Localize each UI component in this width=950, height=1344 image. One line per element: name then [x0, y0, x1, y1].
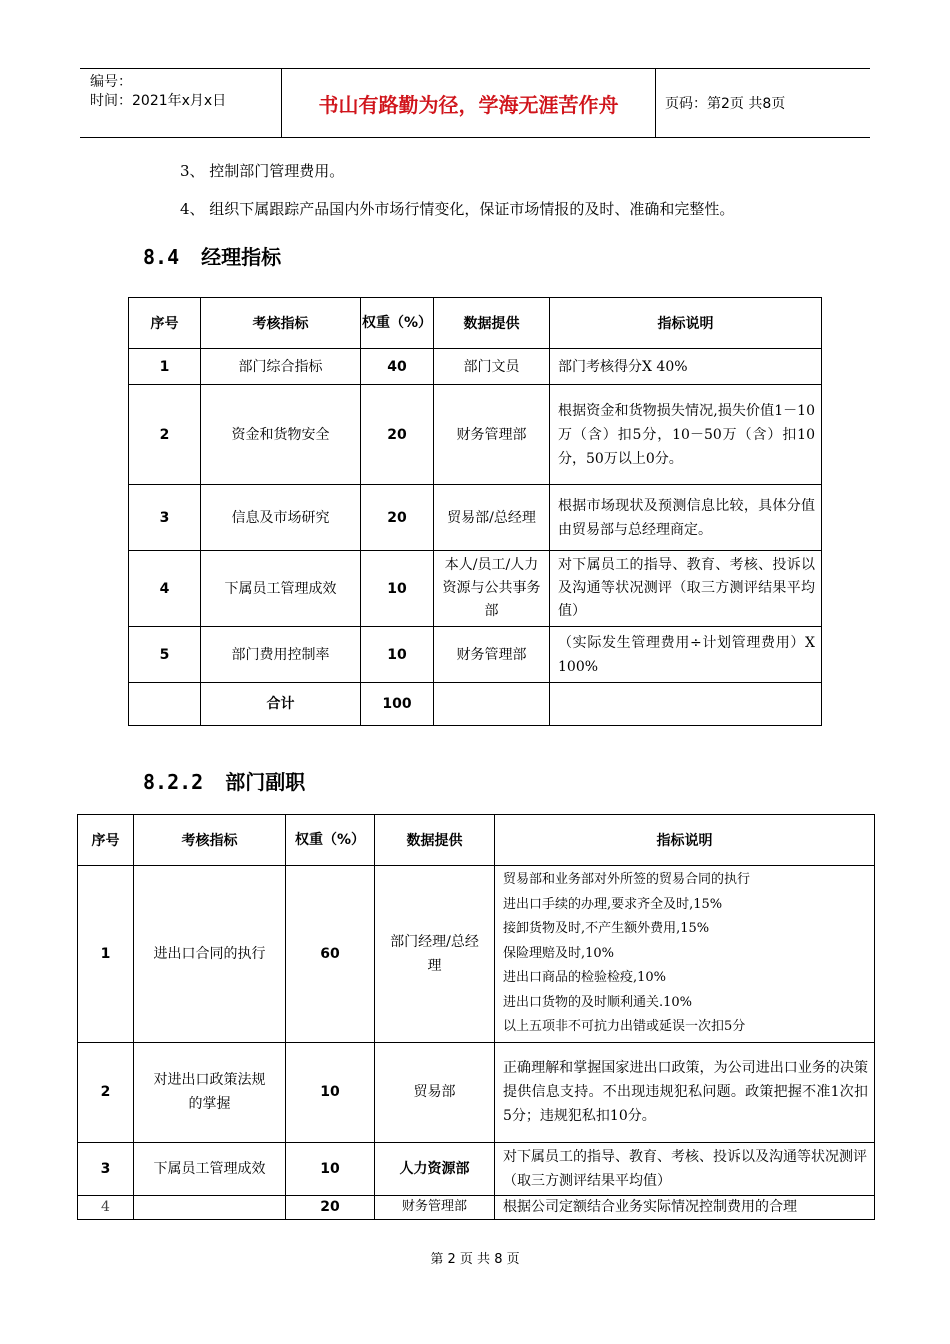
col-header: 序号: [129, 298, 201, 349]
table-header-row: [129, 298, 822, 349]
row-indicator: 进出口合同的执行: [134, 866, 286, 1043]
row-indicator: 信息及市场研究: [201, 485, 361, 551]
section-number: 8.2.2: [143, 770, 204, 794]
row-provider: 部门文员: [434, 349, 550, 385]
row-weight: 10: [286, 1042, 375, 1142]
row-provider: 贸易部/总经理: [434, 485, 550, 551]
row-indicator: 下属员工管理成效: [134, 1142, 286, 1195]
row-number: 4: [78, 1195, 134, 1219]
total-weight: 100: [361, 683, 434, 726]
total-label: 合计: [201, 683, 361, 726]
row-number: 3: [78, 1142, 134, 1195]
header-motto: 书山有路勤为径，学海无涯苦作舟: [282, 69, 656, 137]
table-header-row: [78, 815, 875, 866]
empty-cell: [129, 683, 201, 726]
col-header: 考核指标: [201, 298, 361, 349]
desc-line: 进出口手续的办理,要求齐全及时,15%: [503, 896, 723, 912]
row-indicator: 对进出口政策法规的掌握: [134, 1042, 286, 1142]
row-weight: 20: [286, 1195, 375, 1219]
row-description: [495, 866, 875, 1043]
table-row: [129, 485, 822, 551]
table-row: [78, 866, 875, 1043]
col-header: 数据提供: [375, 815, 495, 866]
col-header: 权重（%）: [286, 815, 375, 866]
row-indicator: [134, 1195, 286, 1219]
row-provider: 贸易部: [375, 1042, 495, 1142]
table-row: [129, 627, 822, 683]
section-number: 8.4: [143, 245, 180, 269]
table-row: [129, 385, 822, 485]
row-weight: 10: [361, 627, 434, 683]
row-indicator: 部门费用控制率: [201, 627, 361, 683]
row-number: 3: [129, 485, 201, 551]
intro-item-3: 3、 控制部门管理费用。: [180, 162, 345, 180]
row-weight: 60: [286, 866, 375, 1043]
table-row: [78, 1042, 875, 1142]
row-number: 2: [78, 1042, 134, 1142]
manager-indicator-table: [128, 297, 822, 726]
empty-cell: [434, 683, 550, 726]
row-provider: 本人/员工/人力资源与公共事务部: [434, 551, 550, 627]
row-weight: 40: [361, 349, 434, 385]
row-provider: 财务管理部: [434, 627, 550, 683]
row-indicator: 下属员工管理成效: [201, 551, 361, 627]
table-total-row: [129, 683, 822, 726]
deputy-indicator-table: [77, 814, 875, 1220]
row-weight: 20: [361, 385, 434, 485]
table-row: [129, 551, 822, 627]
code-label: 编号：: [90, 74, 132, 90]
row-weight: 10: [361, 551, 434, 627]
header-page-label: 页码：第2页 共8页: [665, 96, 786, 112]
col-header: 考核指标: [134, 815, 286, 866]
row-description: （实际发生管理费用÷计划管理费用）X 100%: [550, 627, 822, 683]
table-row: [129, 349, 822, 385]
desc-line: 保险理赔及时,10%: [503, 945, 615, 961]
desc-line: 根据公司定额结合业务实际情况控制费用的合理: [503, 1199, 797, 1215]
desc-line: 对下属员工的指导、教育、考核、投诉以及沟通等状况测评（取三方测评结果平均值）: [503, 1148, 867, 1189]
row-number: 2: [129, 385, 201, 485]
row-number: 1: [78, 866, 134, 1043]
row-number: 1: [129, 349, 201, 385]
row-description: [495, 1042, 875, 1142]
row-description: 根据市场现状及预测信息比较，具体分值由贸易部与总经理商定。: [550, 485, 822, 551]
page-header: [80, 68, 870, 138]
col-header: 数据提供: [434, 298, 550, 349]
empty-cell: [550, 683, 822, 726]
row-description: 部门考核得分X 40%: [550, 349, 822, 385]
desc-line: 接卸货物及时,不产生额外费用,15%: [503, 921, 710, 936]
row-description: [495, 1142, 875, 1195]
row-weight: 20: [361, 485, 434, 551]
desc-line: 正确理解和掌握国家进出口政策，为公司进出口业务的决策提供信息支持。不出现违规犯私问题。政策把握不准1次扣5分；违规犯私扣10分。: [503, 1060, 868, 1124]
table-row: [78, 1195, 875, 1219]
row-weight: 10: [286, 1142, 375, 1195]
col-header: 序号: [78, 815, 134, 866]
row-number: 5: [129, 627, 201, 683]
page-footer: 第 2 页 共 8 页: [430, 1252, 520, 1267]
section-heading-manager: [143, 241, 281, 270]
section-heading-deputy: [143, 766, 305, 795]
row-number: 4: [129, 551, 201, 627]
date-label: 时间：2021年x月x日: [90, 93, 227, 109]
header-meta: [80, 69, 282, 137]
col-header: 指标说明: [550, 298, 822, 349]
desc-line: 进出口货物的及时顺利通关.10%: [503, 994, 693, 1010]
intro-item-4: 4、 组织下属跟踪产品国内外市场行情变化，保证市场情报的及时、准确和完整性。: [180, 200, 735, 218]
table-row: [78, 1142, 875, 1195]
row-provider: 部门经理/总经理: [375, 866, 495, 1043]
col-header: 指标说明: [495, 815, 875, 866]
section-title: 部门副职: [225, 770, 306, 794]
row-provider: 财务管理部: [375, 1195, 495, 1219]
row-provider: 人力资源部: [375, 1142, 495, 1195]
row-provider: 财务管理部: [434, 385, 550, 485]
row-indicator: 资金和货物安全: [201, 385, 361, 485]
section-title: 经理指标: [201, 245, 282, 269]
row-description: 根据资金和货物损失情况,损失价值1－10万（含）扣5分，10－50万（含）扣10分，50万以上0分。: [550, 385, 822, 485]
row-description: 对下属员工的指导、教育、考核、投诉以及沟通等状况测评（取三方测评结果平均值）: [550, 551, 822, 627]
col-header: 权重（%）: [361, 298, 434, 349]
desc-line: 进出口商品的检验检疫,10%: [503, 970, 667, 985]
row-indicator: 部门综合指标: [201, 349, 361, 385]
row-description: [495, 1195, 875, 1219]
desc-line: 贸易部和业务部对外所签的贸易合同的执行: [503, 872, 751, 887]
desc-line: 以上五项非不可抗力出错或延误一次扣5分: [503, 1019, 746, 1034]
